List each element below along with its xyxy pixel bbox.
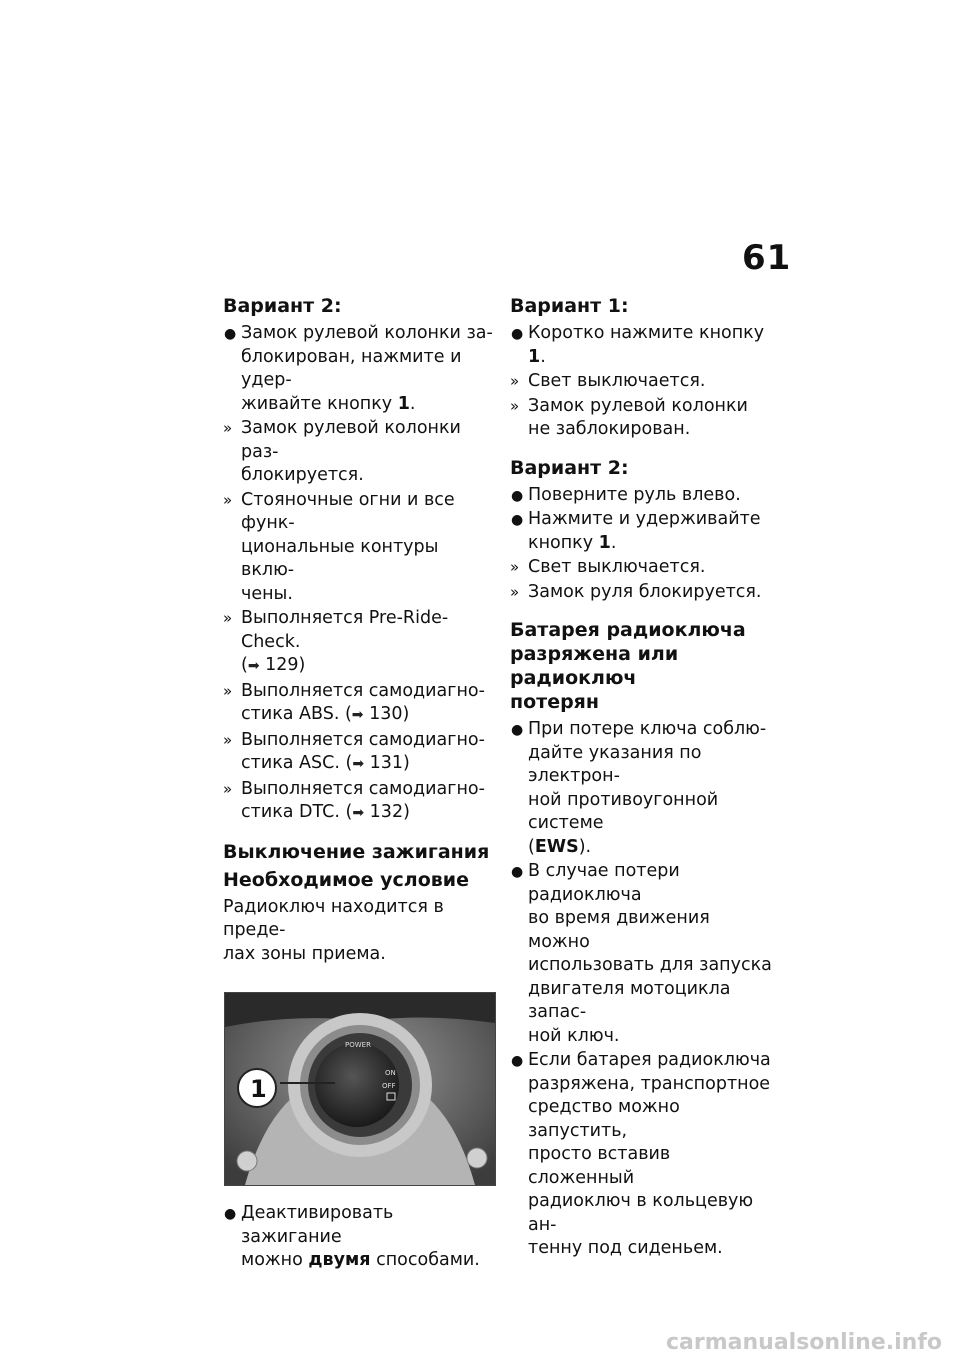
page-reference-arrow-icon: ➡ bbox=[352, 756, 365, 772]
svg-text:OFF: OFF bbox=[382, 1082, 396, 1090]
result-item: » Замок рулевой колонки не заблокирован. bbox=[510, 395, 748, 439]
svg-text:1: 1 bbox=[250, 1075, 267, 1103]
heading-key-battery: Батарея радиоключа разряжена или радиоключ потерян bbox=[510, 619, 746, 713]
svg-text:ON: ON bbox=[385, 1069, 396, 1077]
result-item: » Выполняется самодиагно- стика ASC. (➡ 131) bbox=[223, 729, 485, 773]
list-item: ● Деактивировать зажигание можно двумя способами. bbox=[224, 1203, 480, 1270]
right-column bbox=[510, 294, 772, 1262]
heading-variant-2: Вариант 2: bbox=[223, 295, 342, 317]
page-reference-arrow-icon: ➡ bbox=[351, 707, 364, 723]
bullet-icon: ● bbox=[511, 864, 524, 880]
ignition-button-photo bbox=[224, 992, 496, 1186]
svg-text:POWER: POWER bbox=[345, 1041, 371, 1049]
bullet-icon: ● bbox=[511, 722, 524, 738]
bullet-icon: ● bbox=[511, 487, 524, 504]
heading-variant-2: Вариант 2: bbox=[510, 456, 629, 479]
list-item: ● Нажмите и удерживайте кнопку 1. bbox=[511, 509, 761, 553]
page-reference-link[interactable]: 129) bbox=[265, 655, 306, 675]
result-arrow-icon: » bbox=[223, 490, 233, 509]
list-item: ● При потере ключа соблю- дайте указания по электрон- ной противоугонной системе (EWS). bbox=[511, 719, 767, 857]
result-arrow-icon: » bbox=[510, 582, 520, 601]
heading-precondition: Необходимое условие bbox=[223, 868, 469, 891]
page-reference-link[interactable]: 131) bbox=[369, 753, 410, 773]
list-item: ● Коротко нажмите кнопку 1. bbox=[511, 323, 765, 367]
left-column bbox=[223, 294, 495, 1274]
result-item: » Стояночные огни и все функ- циональные контуры вклю- чены. bbox=[223, 489, 455, 604]
result-item: » Выполняется самодиагно- стика DTC. (➡ 132) bbox=[223, 778, 485, 822]
page-number: 61 bbox=[742, 238, 792, 278]
bullet-icon: ● bbox=[511, 512, 524, 528]
bullet-icon: ● bbox=[224, 326, 237, 342]
result-arrow-icon: » bbox=[223, 779, 233, 798]
heading-variant-1: Вариант 1: bbox=[510, 295, 629, 317]
result-item: » Выполняется самодиагно- стика ABS. (➡ 130) bbox=[223, 680, 485, 724]
bullet-icon: ● bbox=[511, 1053, 524, 1069]
result-item: » Свет выключается. bbox=[510, 556, 772, 580]
bullet-icon: ● bbox=[224, 1206, 237, 1222]
page-reference-link[interactable]: 132) bbox=[369, 802, 410, 822]
bullet-icon: ● bbox=[511, 326, 524, 342]
result-arrow-icon: » bbox=[223, 681, 233, 700]
result-item: » Выполняется Pre-Ride-Check. (➡ 129) bbox=[223, 608, 449, 675]
watermark: carmanualsonline.info bbox=[666, 1330, 942, 1355]
list-item: ● Поверните руль влево. bbox=[510, 484, 772, 508]
result-arrow-icon: » bbox=[510, 396, 520, 415]
page-reference-arrow-icon: ➡ bbox=[247, 658, 260, 674]
result-item: » Замок руля блокируется. bbox=[510, 581, 772, 605]
list-item: ● В случае потери радиоключа во время движения можно использовать для запуска двигателя мотоцикла запас- ной ключ. bbox=[511, 861, 772, 1046]
result-item: » Свет выключается. bbox=[510, 370, 772, 394]
result-arrow-icon: » bbox=[223, 609, 233, 627]
result-arrow-icon: » bbox=[223, 730, 233, 749]
heading-ignition-off: Выключение зажигания bbox=[223, 840, 490, 863]
list-item: ● Если батарея радиоключа разряжена, транспортное средство можно запустить, просто вставив сложенный радиоключ в кольцевую ан- тенну под сиденьем. bbox=[511, 1050, 771, 1258]
page-reference-link[interactable]: 130) bbox=[369, 704, 410, 724]
list-item: ● Замок рулевой колонки за- блокирован, нажмите и удер- живайте кнопку 1. bbox=[224, 323, 493, 414]
precondition-text: Радиоключ находится в преде- лах зоны приема. bbox=[223, 896, 444, 964]
result-item: » Замок рулевой колонки раз- блокируется. bbox=[223, 418, 461, 485]
result-arrow-icon: » bbox=[510, 558, 520, 576]
result-arrow-icon: » bbox=[510, 372, 520, 390]
result-arrow-icon: » bbox=[223, 419, 233, 437]
page-reference-arrow-icon: ➡ bbox=[352, 805, 365, 821]
